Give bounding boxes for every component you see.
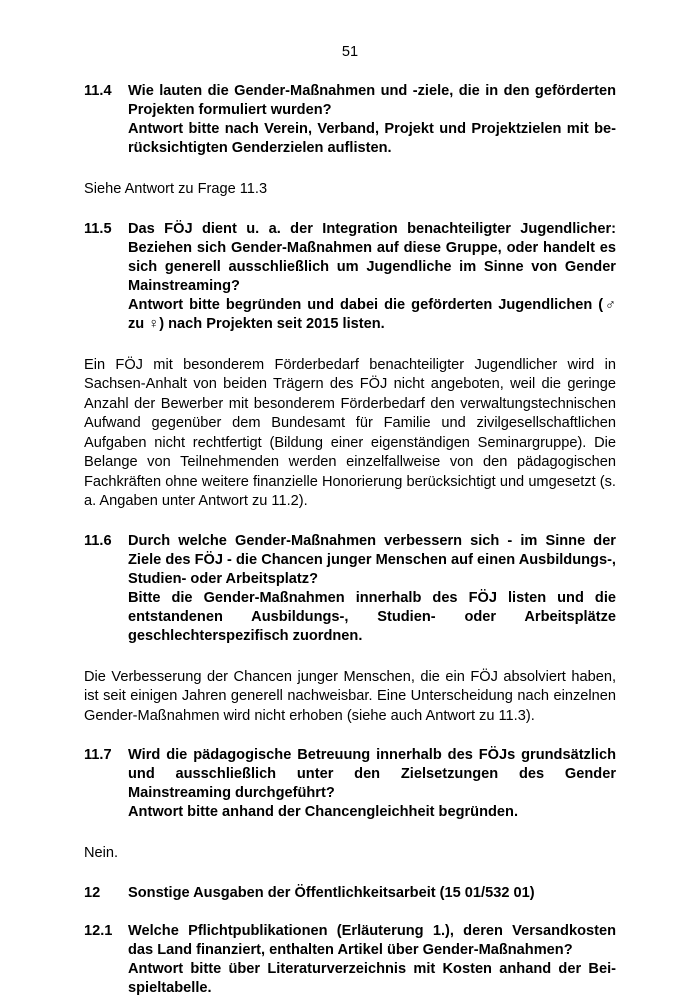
section-number: 12 (84, 884, 101, 901)
question-12-1 (84, 922, 616, 998)
question-body (128, 746, 616, 822)
question-body (128, 922, 616, 998)
question-instruction: Antwort bitte begründen und dabei die geförderten Jugendlichen (♂ zu ♀) nach Projekten seit 2015 listen. (128, 296, 616, 332)
question-text: Durch welche Gender-Maßnahmen verbessern sich - im Sinne der Ziele des FÖJ - die Chancen junger Menschen auf einen Ausbildungs-, Studien- oder Arbeitsplatz? (128, 532, 616, 587)
section-title: Sonstige Ausgaben der Öffentlichkeitsarbeit (15 01/532 01) (128, 884, 535, 901)
question-instruction: Bitte die Gender-Maßnahmen innerhalb des FÖJ listen und die entstandenen Ausbildungs-, Studien- oder Arbeitsplätze geschlechterspezifisch zuordnen. (128, 589, 616, 644)
question-number: 11.4 (84, 83, 112, 99)
question-text: Das FÖJ dient u. a. der Integration benachteiligter Jugendlicher: Beziehen sich Gender-Maßnahmen auf diese Gruppe, oder handelt es sich generell ausschließlich um Jugendliche im Sinne von Gender Mainstreaming? (128, 220, 616, 294)
question-11-4 (84, 82, 616, 158)
question-text: Welche Pflichtpublikationen (Erläuterung 1.), deren Versandkosten das Land finanziert, enthalten Artikel über Gender-Maßnahmen? (128, 922, 616, 958)
section-12-heading (84, 884, 616, 903)
question-number: 11.7 (84, 747, 112, 763)
answer-11-6: Die Verbesserung der Chancen junger Menschen, die ein FÖJ absolviert haben, ist seit einigen Jahren generell nachweisbar. Eine Unterscheidung nach einzelnen Gender-Maßnahmen wird nicht erhoben (siehe auch Antwort zu 11.3). (84, 668, 616, 724)
question-text: Wie lauten die Gender-Maßnahmen und -ziele, die in den geförderten Projekten formuliert wurden? (128, 83, 616, 118)
question-body (128, 532, 616, 646)
page-number: 51 (341, 44, 359, 60)
question-number: 11.6 (84, 532, 112, 549)
question-instruction: Antwort bitte nach Verein, Verband, Projekt und Projektzielen mit berücksichtigten Genderzielen auflisten. (128, 121, 616, 156)
document-content (84, 82, 616, 998)
question-text: Wird die pädagogische Betreuung innerhalb des FÖJs grundsätzlich und ausschließlich unter den Zielsetzungen des Gender Mainstreaming durchgeführt? (128, 747, 616, 801)
question-body (128, 220, 616, 334)
question-number: 12.1 (84, 922, 113, 939)
question-11-7 (84, 746, 616, 822)
answer-11-7: Nein. (84, 845, 119, 861)
answer-11-5: Ein FÖJ mit besonderem Förderbedarf benachteiligter Jugendlicher wird in Sachsen-Anhalt von beiden Trägern des FÖJ nicht angeboten, weil die geringe Anzahl der Bewerber mit besonderem Förderbedarf den verwaltungstechnischen Aufwand gegenüber dem Bundesamt für Familie und zivilgesellschaftlichen Aufgaben nicht rechtfertigt (Bildung einer eigenständigen Seminargruppe). Die Belange von Teilnehmenden werden einzelfallweise von den pädagogischen Fachkräften ohne weitere finanzielle Honorierung berücksichtigt und umgesetzt (s. a. Angaben unter Antwort zu 11.2). (84, 356, 616, 509)
question-11-6 (84, 532, 616, 646)
question-instruction: Antwort bitte über Literaturverzeichnis mit Kosten anhand der Beispieltabelle. (128, 960, 616, 996)
question-instruction: Antwort bitte anhand der Chancengleichheit begründen. (128, 804, 518, 820)
question-body (128, 82, 616, 158)
question-11-5 (84, 220, 616, 334)
question-number: 11.5 (84, 220, 112, 237)
answer-11-4: Siehe Antwort zu Frage 11.3 (84, 181, 268, 197)
